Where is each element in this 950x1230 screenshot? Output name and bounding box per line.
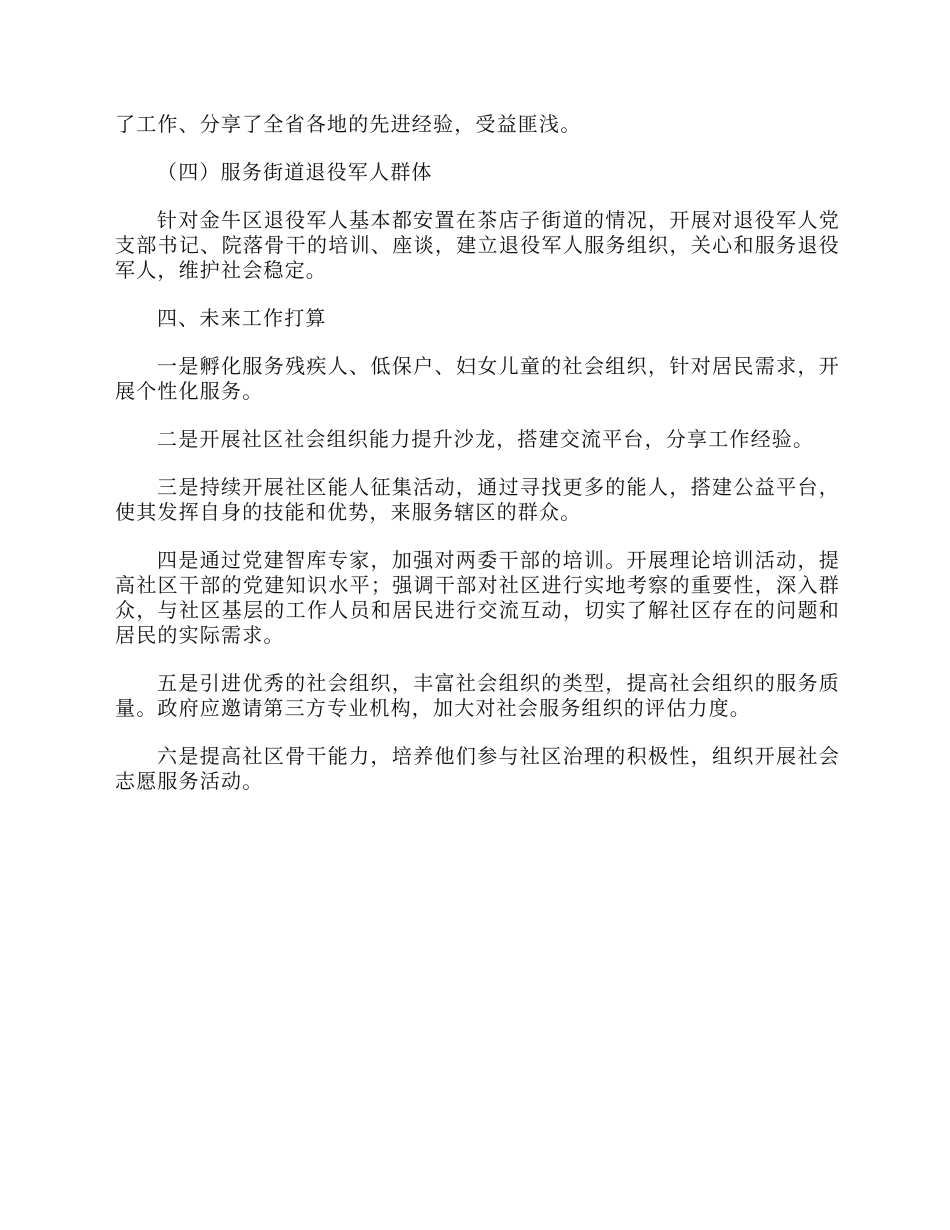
document-body [115,112,840,817]
paragraph-veterans-service: 针对金牛区退役军人基本都安置在茶店子街道的情况，开展对退役军人党支部书记、院落骨干的培训、座谈，建立退役军人服务组织，关心和服务退役军人，维护社会稳定。 [115,208,840,282]
section-heading-future-plans: 四、未来工作打算 [157,306,327,330]
section-heading-veterans: （四）服务街道退役军人群体 [157,160,433,184]
paragraph-plan-5: 五是引进优秀的社会组织，丰富社会组织的类型，提高社会组织的服务质量。政府应邀请第三方专业机构，加大对社会服务组织的评估力度。 [115,671,840,720]
paragraph-plan-1: 一是孵化服务残疾人、低保户、妇女儿童的社会组织，针对居民需求，开展个性化服务。 [115,354,840,403]
paragraph-plan-6: 六是提高社区骨干能力，培养他们参与社区治理的积极性，组织开展社会志愿服务活动。 [115,744,840,793]
paragraph-continuation: 了工作、分享了全省各地的先进经验，受益匪浅。 [115,112,582,136]
paragraph-plan-3: 三是持续开展社区能人征集活动，通过寻找更多的能人，搭建公益平台，使其发挥自身的技能和优势，来服务辖区的群众。 [115,475,840,524]
paragraph-plan-4: 四是通过党建智库专家，加强对两委干部的培训。开展理论培训活动，提高社区干部的党建知识水平；强调干部对社区进行实地考察的重要性，深入群众，与社区基层的工作人员和居民进行交流互动，切实了解社区存在的问题和居民的实际需求。 [115,548,840,647]
paragraph-plan-2: 二是开展社区社会组织能力提升沙龙，搭建交流平台，分享工作经验。 [157,427,815,451]
